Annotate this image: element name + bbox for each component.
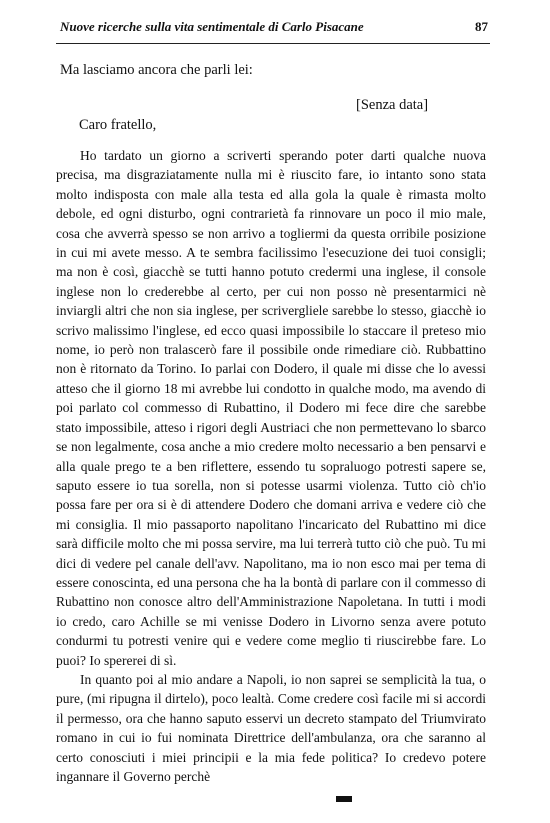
printer-mark (336, 796, 352, 802)
paragraph: Ho tardato un giorno a scriverti sperando poter darti qualche nuova precisa, ma disgraziatamente nulla mi è riuscito fare, io intanto sono stata molto indisposta con male alla testa ed alla gola la quale è rimasta molto debole, ed ogni disturbo, ogni contrarietà fa rinnovare un poco il mio male, cosa che avverrà spesso se non arrivo a togliermi da questa orribile posizione in cui mi avete messo. A te sembra facilissimo l'esecuzione dei tuoi consigli; ma non è così, giacchè se tutti hanno potuto credermi una inglese, il console inglese non lo crederebbe al certo, per cui non posso nè presentarmici nè inviargli altri che non sia inglese, per scrivergliele sarebbe lo stesso, giacchè io scrivo malissimo l'inglese, ed ecco quasi impossibile lo staccare il preteso mio nome, io però non tralascerò fare il possibile onde rimediare ciò. Rubbattino non è ritornato da Torino. Io parlai con Dodero, il quale mi disse che lo avessi atteso che il giorno 18 mi avrebbe lui condotto in qualche modo, ma avendo di poi parlato col commesso di Rubattino, il Dodero mi fece dire che sarebbe stato impossibile, atteso i rigori degli Austriaci che non permettevano lo sbarco se non legalmente, cosa anche a mio credere molto necessario a ben pensarvi e alla quale prego te a ben riflettere, essendo tu sopraluogo potresti sapere se, saputo essere io tua sorella, non si potesse usarmi violenza. Tutto ciò ch'io possa fare per ora si è di attendere Dodero che domani arriva e vedere ciò che mi consiglia. Il mio passaporto napolitano l'incaricato del Rubattino mi dice sarà difficile molto che mi possa servire, ma lui terrerà tutto ciò che può. Tu mi dici di vedere pel canale dell'avv. Napolitano, ma io non esco mai per tema di essere conoscinta, ed una persona che ha la bontà di parlare con il commesso di Rubattino non conosce altro dell'Amministrazione Napoletana. In tutti i modi io credo, caro Achille se mi venisse Dodero in Livorno senza avere potuto condurmi tu potresti venire qui e vedere come meglio ti riuscirebbe fare. Lo puoi? Io spererei di sì. (56, 148, 486, 668)
letter-salutation: Caro fratello, (79, 117, 157, 133)
intro-line: Ma lasciamo ancora che parli lei: (60, 62, 253, 78)
letter-dateline: [Senza data] (356, 97, 429, 113)
running-title: Nuove ricerche sulla vita sentimentale di Carlo Pisacane (60, 19, 364, 34)
paragraph: In quanto poi al mio andare a Napoli, io non saprei se semplicità la tua, o pure, (mi ripugna il dirtelo), poco lealtà. Come credere così facile mi si accordi il permesso, ora che hanno saputo esservi un decreto stampato del Triumvirato romano in cui io fui nominata Direttrice dell'ambulanza, ora che saranno al certo conosciuti i miei principii e la mia fede politica? Io credevo potere ingannare il Governo perchè (56, 671, 486, 784)
running-header (60, 19, 488, 41)
header-rule (56, 43, 490, 44)
letter-body (56, 146, 486, 786)
page-number: 87 (475, 19, 488, 34)
